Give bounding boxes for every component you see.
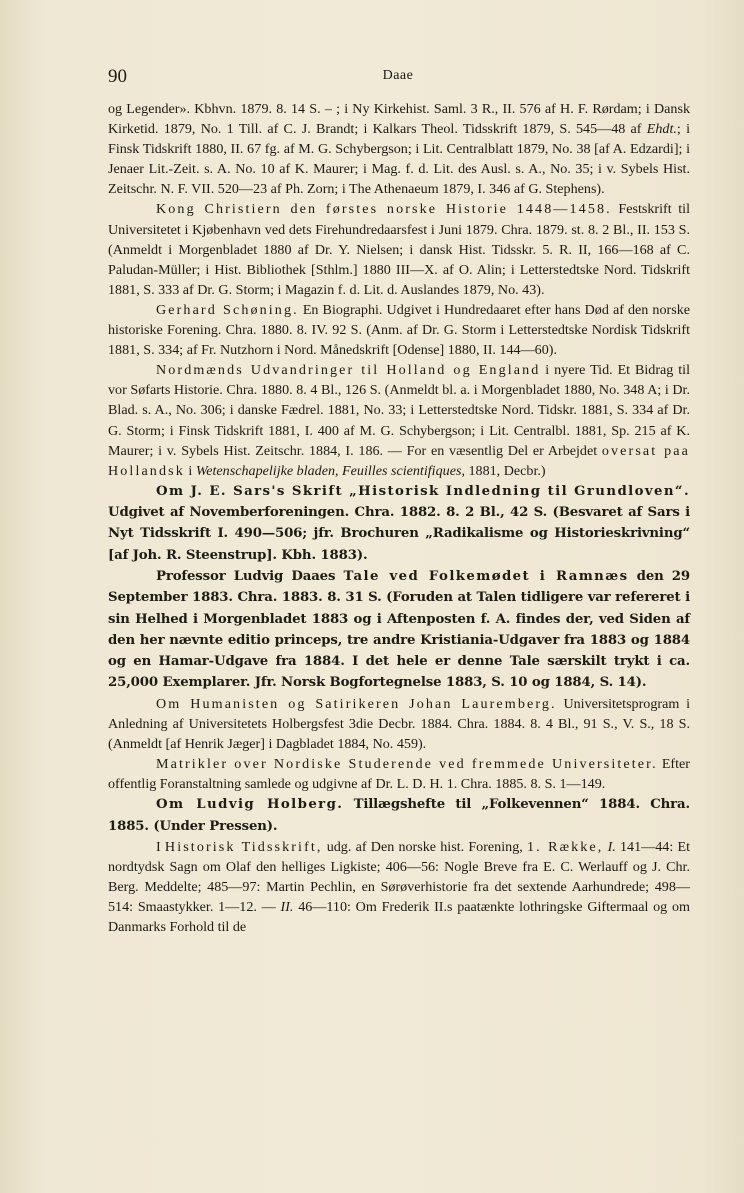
entry-title: Matrikler over Nordiske Studerende ved fremmede Universiteter. (156, 756, 658, 773)
bibliography-entry-blackletter (108, 481, 690, 566)
bibliography-entry (108, 300, 690, 360)
entry-text: Professor Ludvig Daaes (156, 568, 344, 584)
entry-text: Udgivet af Novemberforeningen. Chra. 1882. 8. 2 Bl., 42 S. (Besvaret af Sars i Nyt Tidsskrift I. 490—506; jfr. Brochuren „Radikalisme og Historieskrivning“ [af Joh. R. Steenstrup]. Kbh. 1883). (108, 505, 690, 563)
bibliography-entry-blackletter (108, 566, 690, 694)
abbrev-italic: Ehdt. (646, 121, 677, 138)
entry-title: Nordmænds Udvandringer til Holland og England (156, 362, 541, 379)
entry-continuation (108, 99, 690, 199)
entry-title: Om Humanisten og Satirikeren Johan Lauremberg. (156, 695, 557, 712)
series-label: 1. Række, (526, 838, 604, 855)
entry-text: ; i Finsk Tidskrift 1880, II. 67 fg. af M. G. Schybergson; i Lit. Centralblatt 1879, No. 38 [af A. Edzardi]; i Jenaer Lit.-Zeit. s. A. No. 10 af K. Maurer; i Mag. f. d. Lit. des Ausl. s. A., No. 35; i v. Sybels Hist. Zeitschr. N. F. VII. 520—23 af Ph. Zorn; i The Athenaeum 1879, I. 346 af G. Stephens). (108, 121, 690, 198)
entry-text: En Biographi. Udgivet i Hundredaaret efter hans Død af den norske historiske Forening. Chra. 1880. 8. IV. 92 S. (Anm. af Dr. G. Storm i Letterstedtske Nordisk Tidskrift 1881, S. 334; af Fr. Nutzhorn i Nord. Månedskrift [Odense] 1880, II. 144—60). (108, 301, 691, 359)
volume-italic: I. (607, 838, 616, 855)
entry-text: 46—110: Om Frederik II.s paatænkte lothringske Giftermaal og om Danmarks Forhold til de (108, 899, 690, 936)
entry-title: Om J. E. Sars's Skrift „Historisk Indledning til Grundloven“. (156, 483, 690, 499)
journal-title: Historisk Tidsskrift, (164, 838, 323, 855)
entry-text: og Legender». Kbhvn. 1879. 8. 14 S. – ; i Ny Kirkehist. Saml. 3 R., II. 576 af H. F. Rørdam; i Dansk Kirketid. 1879, No. 1 Till. af C. J. Brandt; i Kalkars Theol. Tidsskrift 1879, S. 545—48 af (108, 101, 690, 138)
entry-text: i nyere Tid. Et Bidrag til vor Søfarts Historie. Chra. 1880. 8. 4 Bl., 126 S. (Anmeldt bl. a. i Morgenbladet 1880, No. 348 A; i Dr. Blad. s. A., No. 306; i danske Fædrel. 1881, No. 33; i Letterstedtske Nord. Tidskr. 1881, S. 334 af Dr. G. Storm; i Finsk Tidskrift 1881, I. 400 af M. G. Schybergson; i Lit. Centralbl. 1881, Sp. 215 af K. Maurer; i v. Sybels Hist. Zeitschr. 1884, I. 186. — For en væsentlig Del er Arbejdet (108, 362, 690, 459)
entry-text: den 29 September 1883. Chra. 1883. 8. 31 S. (Foruden at Talen tidligere var refereret i sin Helhed i Morgenbladet 1883 og i Aftenposten f. A. findes der, ved Siden af den her nævnte editio princeps, tre andre Kristiania-Udgaver fra 1883 og 1884 og en Hamar-Udgave fra 1884. I det hele er denne Tale særskilt trykt i ca. 25,000 Exemplarer. Jfr. Norsk Bogfortegnelse 1883, S. 10 og 1884, S. 14). (108, 568, 691, 691)
entry-text: Efter offentlig Foranstaltning samlede og udgivne af Dr. L. D. H. 1. Chra. 1885. 8. S. 1—149. (108, 756, 690, 793)
page-header (108, 66, 688, 90)
entry-text: udg. af Den norske hist. Forening, (322, 838, 527, 855)
entry-emphasis: oversat paa Hollandsk (108, 442, 690, 479)
bibliography-entry (108, 360, 690, 481)
entry-text: Festskrift til Universitetet i Kjøbenhavn ved dets Firehundredaarsfest i Juni 1879. Chra. 1879. st. 8. 2 Bl., II. 153 S. (Anmeldt i Morgenbladet 1880 af Dr. Y. Nielsen; i dansk Hist. Tidsskr. 5. R. II, 166—168 af C. Paludan-Müller; i Hist. Bibliothek [Sthlm.] 1880 III—X. af O. Alin; i Letterstedtske Nord. Tidskrift 1881, S. 333 af Dr. G. Storm; i Magazin f. d. Lit. d. Auslandes 1879, No. 43). (108, 201, 690, 298)
bibliography-entry-blackletter (108, 794, 690, 837)
journal-title-italic: Wetenschapelijke bladen, Feuilles scientifiques (195, 462, 462, 479)
entry-title: Tale ved Folkemødet i Ramnæs (343, 568, 629, 584)
entry-text: Tillægshefte til „Folkevennen“ 1884. Chra. 1885. (Under Pressen). (108, 797, 690, 834)
volume-italic: II. (280, 899, 294, 916)
running-head: Daae (382, 68, 414, 83)
bibliography-entry (108, 754, 690, 794)
entry-title: Kong Christiern den førstes norske Historie 1448—1458. (156, 201, 612, 218)
entry-title: Om Ludvig Holberg. (156, 797, 344, 813)
entry-text: Universitetsprogram i Anledning af Universitetets Holbergsfest 3die Decbr. 1884. Chra. 1884. 8. 4 Bl., 91 S., V. S., 18 S. (Anmeldt [af Henrik Jæger] i Dagbladet 1884, No. 459). (108, 695, 690, 752)
entry-text: I (156, 838, 165, 855)
entry-title: Gerhard Schøning. (156, 301, 299, 318)
entry-text: 141—44: Et nordtydsk Sagn om Olaf den helliges Ligkiste; 406—56: Nogle Breve fra E. C. Werlauff og J. Chr. Berg. Meddelte; 485—97: Martin Pechlin, en Sørøverhistorie fra det sextende Aarhundrede; 498—514: Smaastykker. 1—12. — (108, 838, 690, 916)
page-number: 90 (108, 66, 127, 87)
entry-text: i (184, 462, 196, 479)
bibliography-text (108, 99, 690, 937)
bibliography-entry (108, 837, 690, 937)
bibliography-entry (108, 199, 690, 299)
bibliography-entry (108, 694, 690, 754)
entry-text: , 1881, Decbr.) (461, 462, 546, 479)
